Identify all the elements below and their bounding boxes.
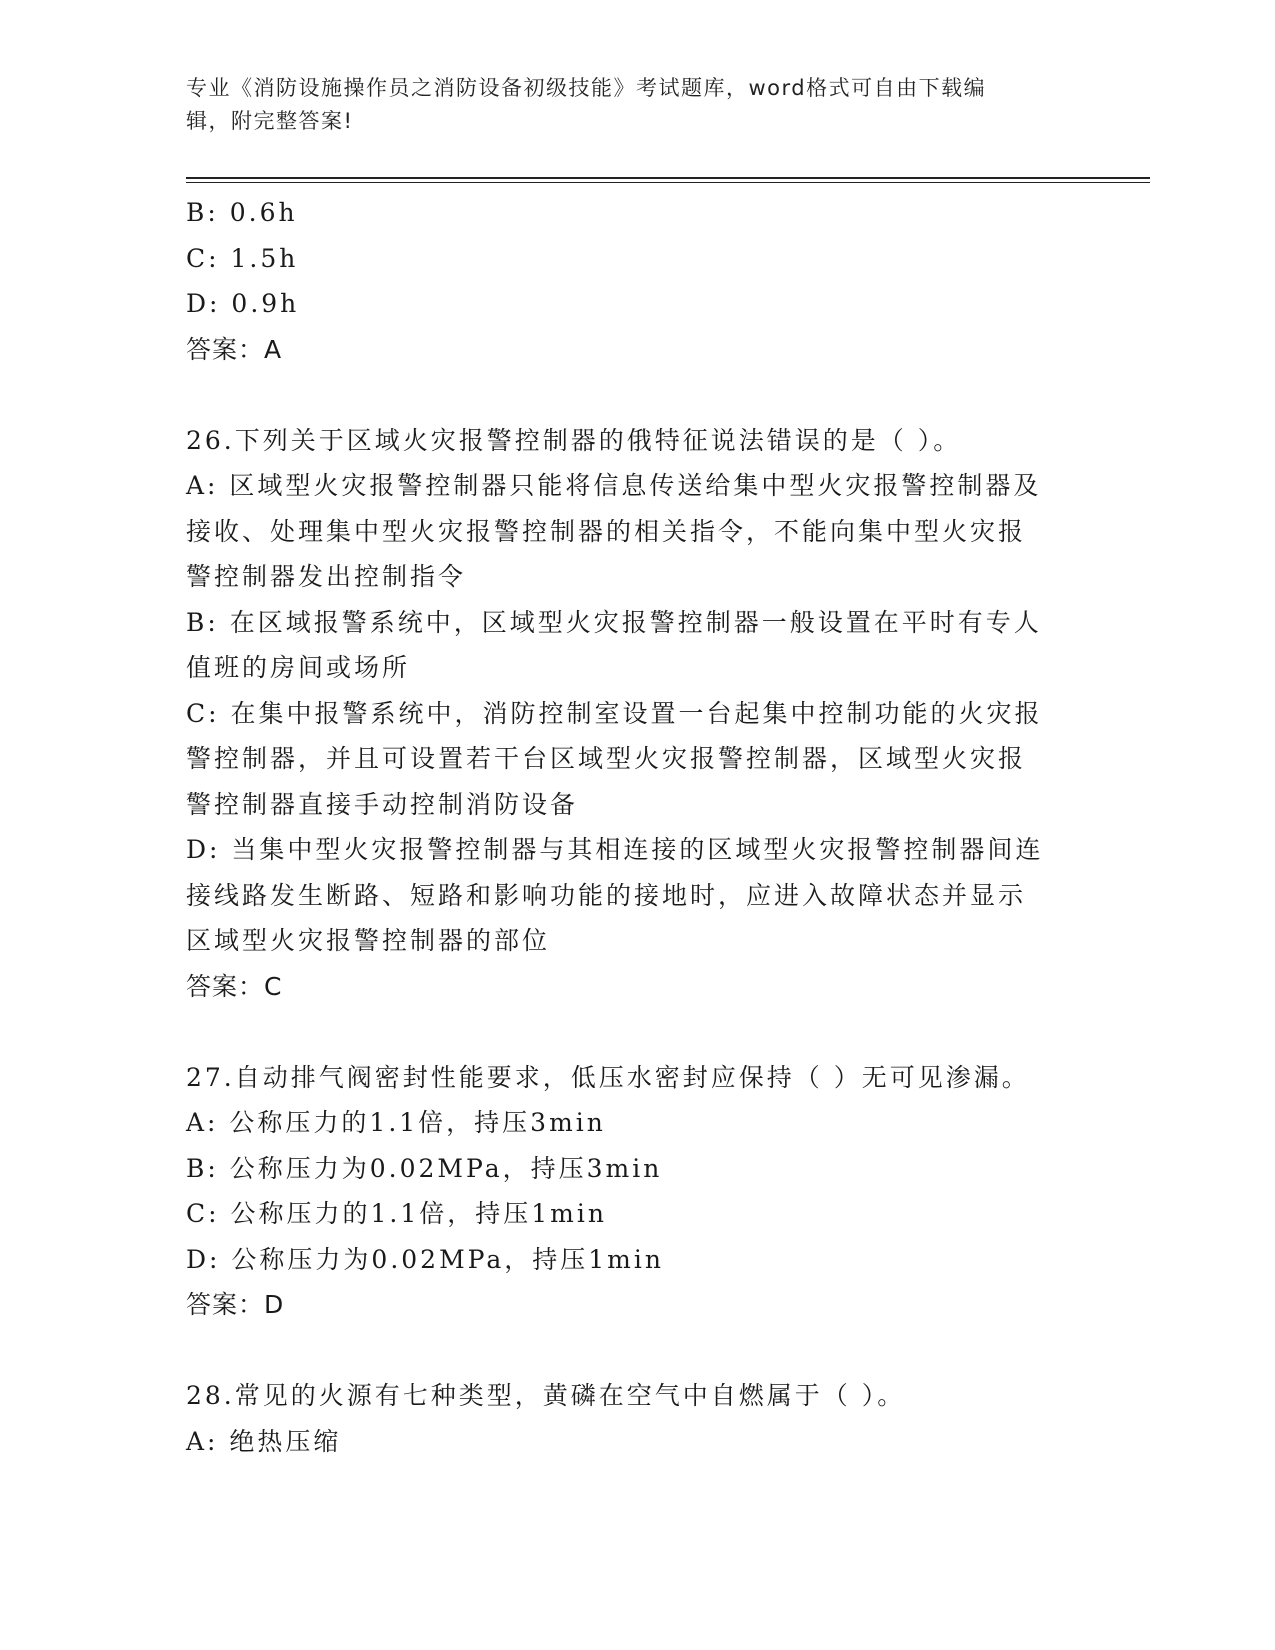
- header-divider-thin: [186, 182, 1150, 183]
- option-c: C: 1.5h: [186, 243, 299, 273]
- option-a: A: 绝热压缩: [186, 1426, 342, 1456]
- question-text: 26.下列关于区域火灾报警控制器的俄特征说法错误的是（ ）。: [186, 425, 962, 455]
- document-body: [186, 190, 1086, 1464]
- option-b-line-2: 值班的房间或场所: [186, 653, 411, 682]
- option-b: B: 0.6h: [186, 198, 298, 227]
- header-line-2: 辑，附完整答案!: [186, 109, 354, 133]
- option-d: D: 0.9h: [186, 289, 300, 318]
- option-c: C: 公称压力的1.1倍，持压1min: [186, 1199, 607, 1228]
- option-a-line-1: A: 区域型火灾报警控制器只能将信息传送给集中型火灾报警控制器及: [186, 471, 1042, 500]
- option-c-line-3: 警控制器直接手动控制消防设备: [186, 789, 579, 819]
- option-d-line-2: 接线路发生断路、短路和影响功能的接地时，应进入故障状态并显示: [186, 880, 1027, 910]
- option-d: D: 公称压力为0.02MPa，持压1min: [186, 1244, 664, 1274]
- question-26: [186, 418, 1086, 1010]
- question-25-tail: [186, 190, 1086, 372]
- option-b-line-1: B: 在区域报警系统中，区域型火灾报警控制器一般设置在平时有专人: [186, 607, 1042, 637]
- question-28: [186, 1373, 1086, 1464]
- document-header: [186, 72, 1066, 138]
- header-line-1: 专业《消防设施操作员之消防设备初级技能》考试题库，word格式可自由下载编: [186, 76, 987, 100]
- spacer: [186, 372, 1086, 418]
- header-divider-thick: [186, 177, 1150, 179]
- answer-text: 答案：C: [186, 971, 283, 1001]
- option-d-line-1: D: 当集中型火灾报警控制器与其相连接的区域型火灾报警控制器间连: [186, 835, 1044, 864]
- option-a-line-3: 警控制器发出控制指令: [186, 562, 467, 591]
- option-c-line-1: C: 在集中报警系统中，消防控制室设置一台起集中控制功能的火灾报: [186, 698, 1043, 728]
- answer-text: 答案：A: [186, 334, 283, 364]
- option-a: A: 公称压力的1.1倍，持压3min: [186, 1108, 606, 1137]
- option-b: B: 公称压力为0.02MPa，持压3min: [186, 1153, 663, 1183]
- option-d-line-3: 区域型火灾报警控制器的部位: [186, 926, 551, 955]
- question-27: [186, 1055, 1086, 1328]
- option-c-line-2: 警控制器，并且可设置若干台区域型火灾报警控制器，区域型火灾报: [186, 744, 1027, 773]
- question-text: 27.自动排气阀密封性能要求，低压水密封应保持（ ）无可见渗漏。: [186, 1062, 1030, 1092]
- answer-text: 答案：D: [186, 1290, 285, 1319]
- question-text: 28.常见的火源有七种类型，黄磷在空气中自燃属于（ ）。: [186, 1381, 906, 1410]
- spacer: [186, 1009, 1086, 1055]
- spacer: [186, 1328, 1086, 1374]
- option-a-line-2: 接收、处理集中型火灾报警控制器的相关指令，不能向集中型火灾报: [186, 516, 1027, 546]
